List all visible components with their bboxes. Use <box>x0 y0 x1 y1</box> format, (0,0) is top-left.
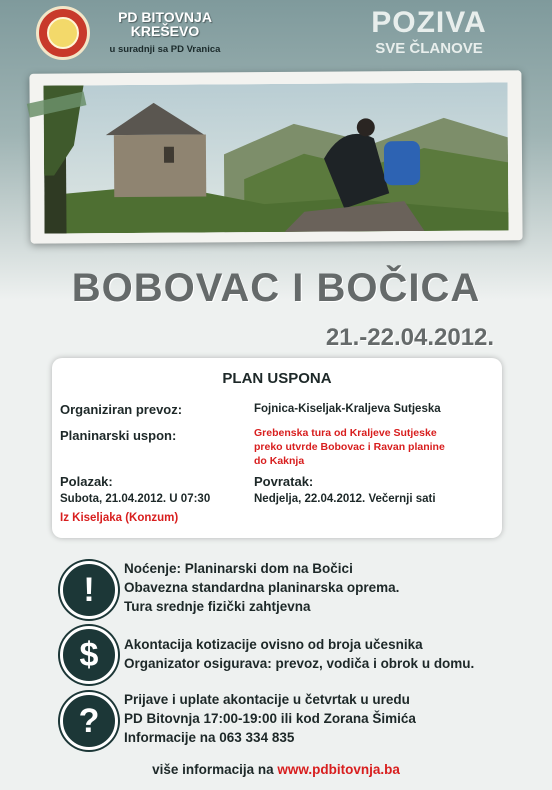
exclamation-icon: ! <box>60 561 118 619</box>
info1-line1: Noćenje: Planinarski dom na Bočici <box>124 561 353 576</box>
club-name-line1: PD BITOVNJA <box>118 9 212 25</box>
info3-line1: Prijave i uplate akontacije u četvrtak u uredu <box>124 692 410 707</box>
departure-label: Polazak: <box>60 474 113 489</box>
website-link[interactable]: www.pdbitovnja.ba <box>277 762 400 777</box>
logo-emblem-icon <box>47 17 79 49</box>
info3-line2: PD Bitovnja 17:00-19:00 ili kod Zorana Šimića <box>124 711 416 726</box>
climb-value-line1: Grebenska tura od Kraljeve Sutjeske <box>254 427 437 439</box>
hero-photo <box>43 82 508 233</box>
dollar-icon: $ <box>60 626 118 684</box>
climb-value <box>254 426 445 468</box>
transport-value: Fojnica-Kiseljak-Kraljeva Sutjeska <box>254 403 441 415</box>
plan-title: PLAN USPONA <box>222 370 332 387</box>
info-payment <box>124 635 474 673</box>
departure-value: Subota, 21.04.2012. U 07:30 <box>60 493 211 505</box>
climb-value-line2: preko utvrde Bobovac i Ravan planine <box>254 441 445 453</box>
info1-line3: Tura srednje fizički zahtjevna <box>124 599 311 614</box>
photo-frame <box>29 70 522 243</box>
invite-heading: POZIVA <box>371 6 487 39</box>
info2-line1: Akontacija kotizacije ovisno od broja učesnika <box>124 637 423 652</box>
info3-line3: Informacije na 063 334 835 <box>124 730 295 745</box>
transport-label: Organiziran prevoz: <box>60 402 183 417</box>
return-value: Nedjelja, 22.04.2012. Večernji sati <box>254 493 436 505</box>
climb-label: Planinarski uspon: <box>60 428 177 443</box>
plan-box <box>52 358 502 538</box>
page-title: BOBOVAC I BOČICA <box>71 266 481 310</box>
info-overnight <box>124 559 399 616</box>
footer <box>0 762 552 777</box>
invite-subheading: SVE ČLANOVE <box>375 40 483 57</box>
footer-text: više informacija na <box>152 762 274 777</box>
club-logo <box>36 6 90 60</box>
return-label: Povratak: <box>254 474 314 489</box>
info1-line2: Obavezna standardna planinarska oprema. <box>124 580 400 595</box>
event-date: 21.-22.04.2012. <box>325 324 495 351</box>
club-partner: u suradnji sa PD Vranica <box>109 44 221 55</box>
climb-value-line3: do Kaknja <box>254 455 305 467</box>
info-registration <box>124 690 416 747</box>
info2-line2: Organizator osigurava: prevoz, vodiča i obrok u domu. <box>124 656 475 671</box>
question-icon: ? <box>60 692 118 750</box>
club-name <box>96 10 234 38</box>
club-name-line2: KREŠEVO <box>130 23 200 39</box>
departure-place: Iz Kiseljaka (Konzum) <box>60 512 179 524</box>
